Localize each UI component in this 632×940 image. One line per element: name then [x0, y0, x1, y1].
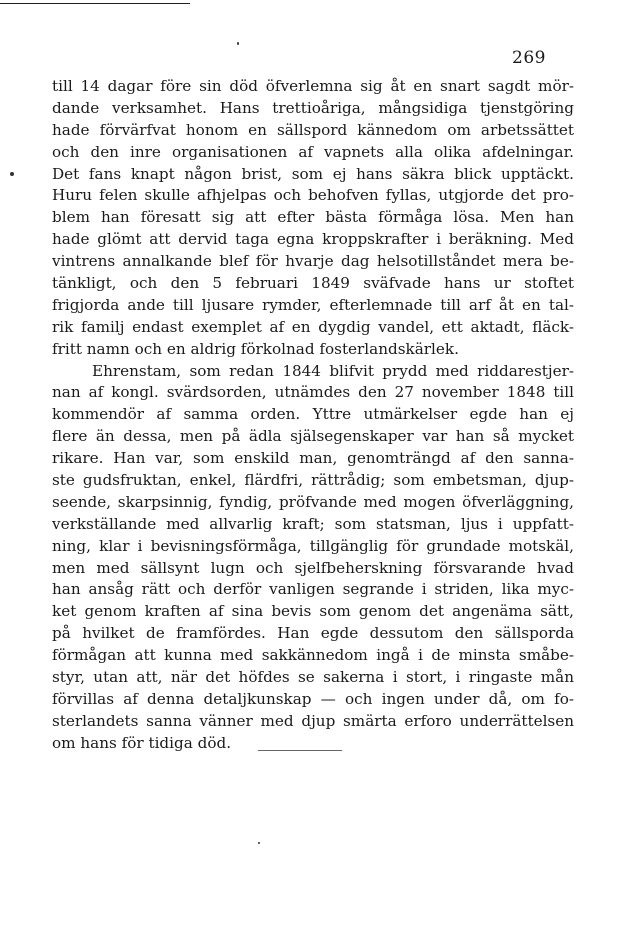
- text-line: han ansåg rätt och derför vanligen segrande i striden, lika myc-: [52, 580, 574, 599]
- text-line: förvillas af denna detaljkunskap — och ingen under då, om fo-: [52, 689, 574, 708]
- text-line: Huru felen skulle afhjelpas och behofven fyllas, utgjorde det pro-: [52, 186, 574, 205]
- text-line: sterlandets sanna vänner med djup smärta erforo underrättelsen: [52, 711, 574, 730]
- text-line: dande verksamhet. Hans trettioåriga, mångsidiga tjenstgöring: [52, 98, 574, 117]
- text-line: rikare. Han var, som enskild man, genomträngd af den sanna-: [52, 449, 574, 468]
- print-speck: [258, 842, 260, 844]
- text-line: till 14 dagar före sin död öfverlemna sig åt en snart sagdt mör-: [52, 77, 574, 95]
- text-line: styr, utan att, när det höfdes se sakerna i stort, i ringaste mån: [52, 668, 574, 687]
- text-line: förmågan att kunna med sakkännedom ingå i de minsta småbe-: [52, 646, 574, 665]
- text-line: tänkligt, och den 5 februari 1849 sväfvade hans ur stoftet: [52, 274, 574, 293]
- text-line: ning, klar i bevisningsförmåga, tillgänglig för grundade motskäl,: [52, 536, 574, 555]
- paragraph-2: [52, 361, 574, 755]
- text-line: flere än dessa, men på ädla själsegenskaper var han så mycket: [52, 427, 574, 446]
- text-line: verkställande med allvarlig kraft; som statsman, ljus i uppfatt-: [52, 514, 574, 533]
- text-line: och den inre organisationen af vapnets alla olika afdelningar.: [52, 142, 574, 161]
- text-line: frigjorda ande till ljusare rymder, efterlemnade till arf åt en tal-: [52, 295, 574, 314]
- text-line: seende, skarpsinnig, fyndig, pröfvande med mogen öfverläggning,: [52, 492, 574, 511]
- text-line: Det fans knapt någon brist, som ej hans säkra blick upptäckt.: [52, 164, 574, 183]
- text-line: rik familj endast exemplet af en dygdig vandel, ett aktadt, fläck-: [52, 317, 574, 336]
- print-speck: [10, 172, 14, 176]
- text-line: men med sällsynt lugn och sjelfbeherskning försvarande hvad: [52, 558, 574, 577]
- text-line: hade förvärfvat honom en sällspord kännedom om arbetssättet: [52, 120, 574, 139]
- body-text: [52, 76, 574, 755]
- text-line: ket genom kraften af sina bevis som genom det angenäma sätt,: [52, 602, 574, 621]
- text-line: nan af kongl. svärdsorden, utnämdes den 27 november 1848 till: [52, 383, 574, 402]
- text-line: kommendör af samma orden. Yttre utmärkelser egde han ej: [52, 405, 574, 424]
- page-number: 269: [512, 48, 546, 68]
- top-edge-rule: [0, 3, 190, 4]
- text-line: hade glömt att dervid taga egna kroppskrafter i beräkning. Med: [52, 230, 574, 249]
- text-line: på hvilket de framfördes. Han egde dessutom den sällsporda: [52, 624, 574, 643]
- text-line: om hans för tidiga död.: [52, 733, 232, 752]
- paragraph-1: [52, 76, 574, 361]
- text-line: Ehrenstam, som redan 1844 blifvit prydd med riddarestjer-: [92, 361, 574, 380]
- text-line: blem han föresatt sig att efter bästa förmåga lösa. Men han: [52, 208, 574, 227]
- print-speck: [237, 42, 239, 45]
- text-line: fritt namn och en aldrig förkolnad fosterlandskärlek.: [52, 339, 459, 358]
- text-line: ste gudsfruktan, enkel, flärdfri, rättrådig; som embetsman, djup-: [52, 471, 574, 490]
- text-line: vintrens annalkande blef för hvarje dag helsotillståndet mera be-: [52, 252, 574, 271]
- section-end-rule: [258, 750, 342, 751]
